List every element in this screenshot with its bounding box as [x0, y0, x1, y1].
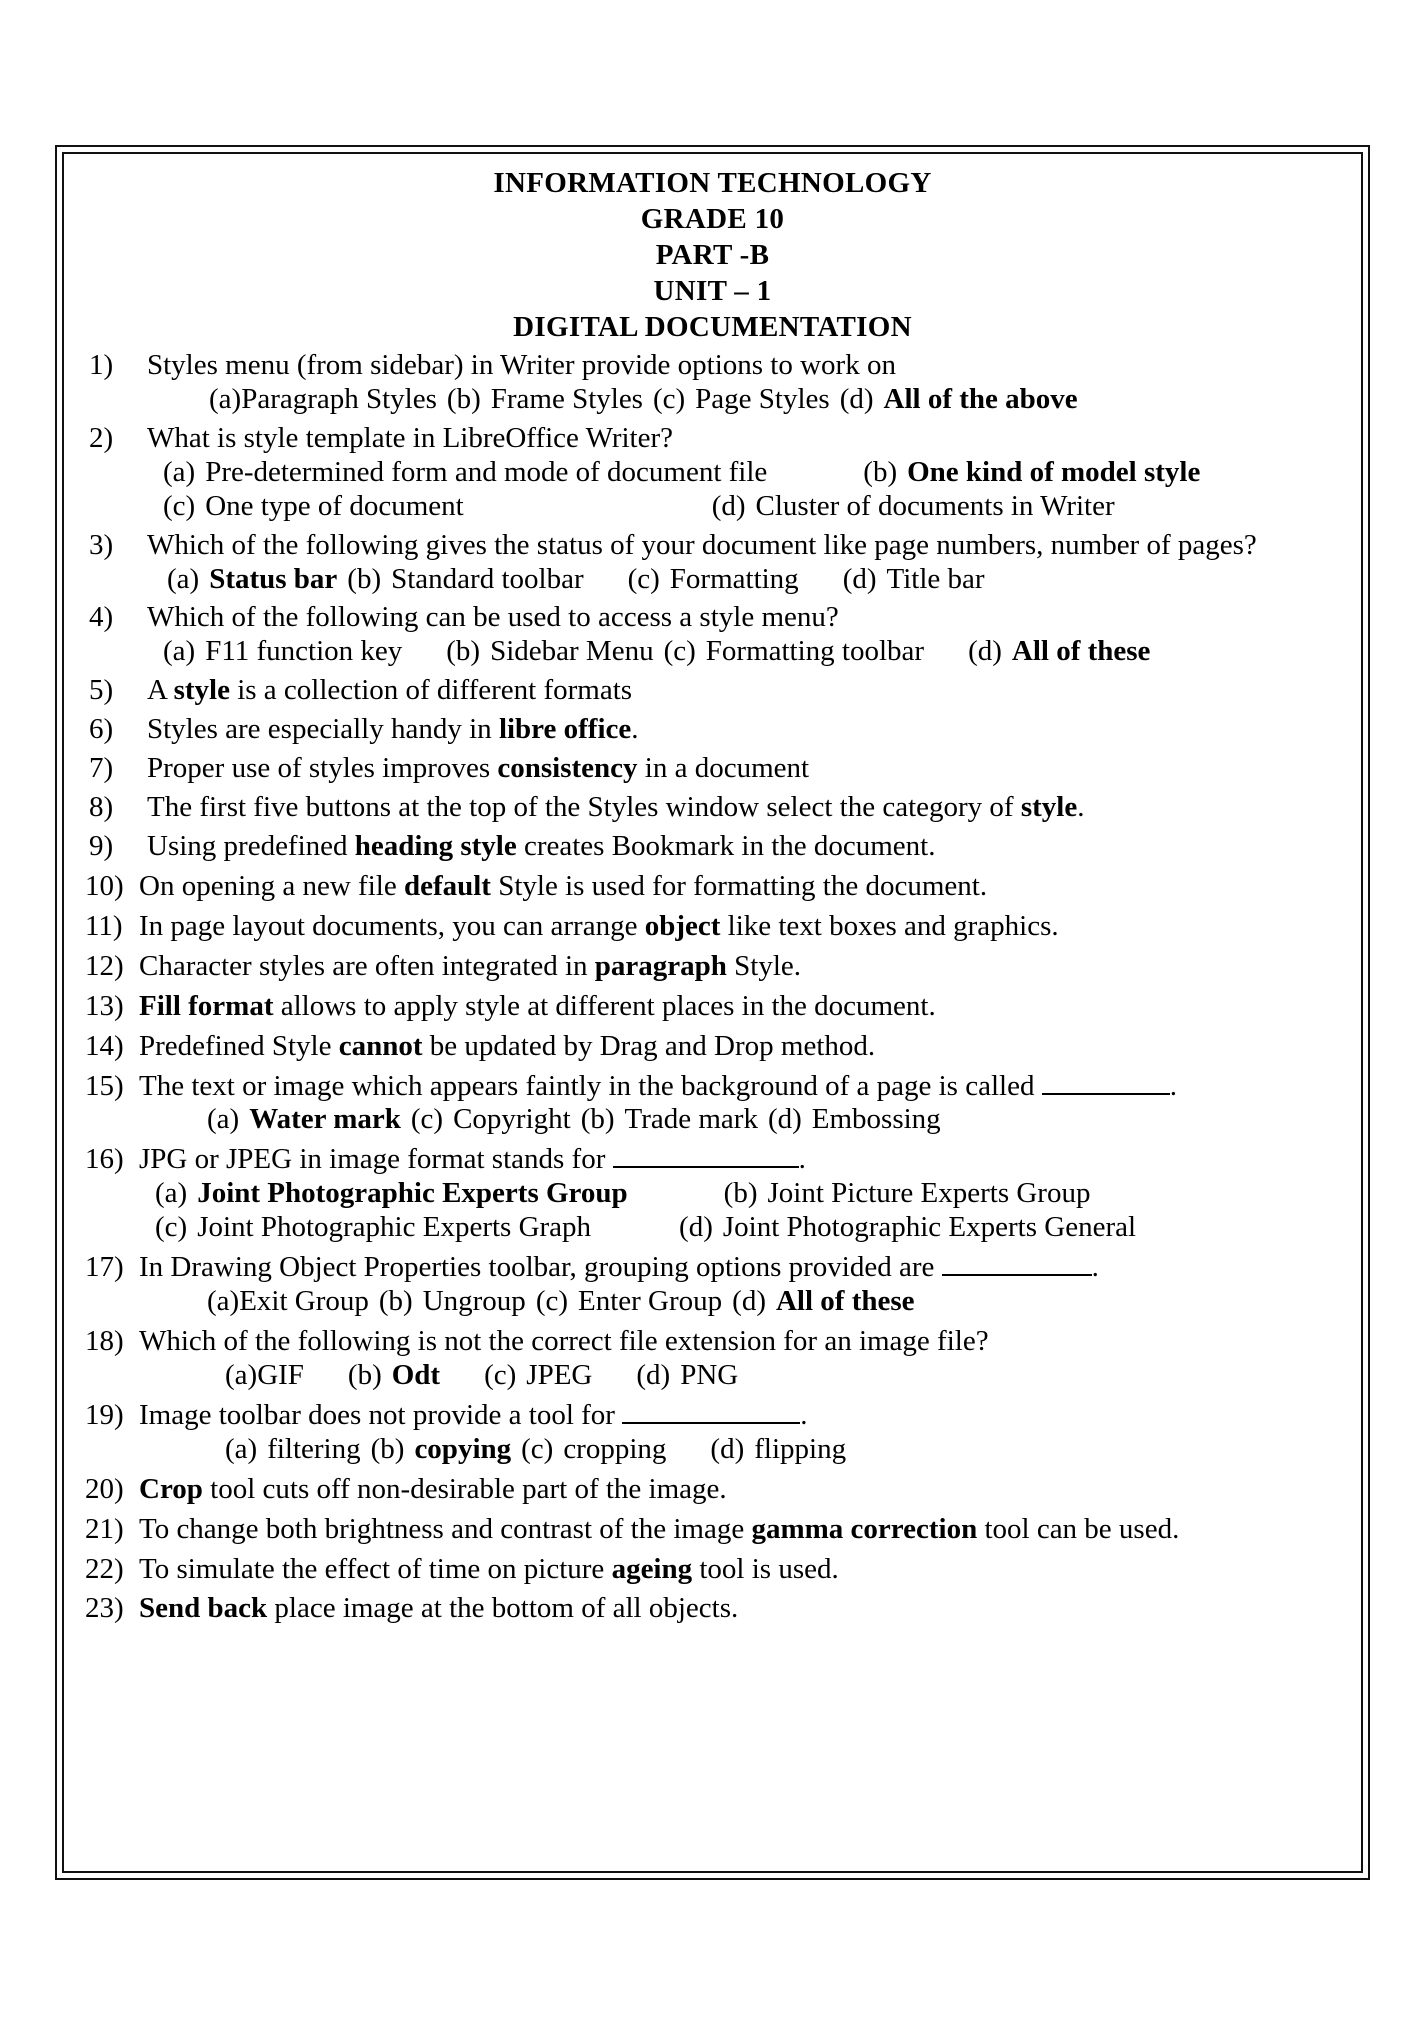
option-label-d: (d): [679, 1211, 713, 1244]
option-label-c: (c): [155, 1211, 188, 1244]
option-text-c: cropping: [563, 1432, 667, 1465]
question-item-18: [85, 1325, 1340, 1393]
question-item-19: [85, 1399, 1340, 1467]
question-text: [139, 950, 1340, 984]
option-text-c: Copyright: [453, 1103, 571, 1136]
question-text: What is style template in LibreOffice Writer?: [147, 421, 674, 454]
option-label-c: (c): [663, 635, 696, 668]
option-label-c: (c): [627, 562, 660, 595]
statement-keyword: style: [1020, 791, 1078, 824]
option-label-b: (b): [378, 1285, 413, 1318]
statement-pre: The first five buttons at the top of the Styles window select the category of: [147, 791, 1021, 824]
question-number: 19): [85, 1398, 124, 1431]
question-number: 17): [85, 1251, 124, 1284]
option-label-d: (d): [842, 562, 877, 595]
option-label-d: (d): [711, 489, 746, 522]
option-text-d: Embossing: [811, 1103, 941, 1136]
question-text: [139, 1592, 1340, 1626]
question-item-14: [85, 1030, 1340, 1064]
option-text-d: All of these: [775, 1285, 915, 1318]
question-item-3: [85, 529, 1340, 597]
option-label-d: (d): [710, 1432, 745, 1465]
statement-pre: Predefined Style: [139, 1029, 339, 1062]
question-text: [139, 1030, 1340, 1064]
option-text-b: Joint Picture Experts Group: [767, 1177, 1091, 1210]
question-number: 5): [89, 674, 114, 707]
option-label-a: (a): [207, 1103, 240, 1136]
option-label-a: (a): [167, 562, 200, 595]
question-text: [139, 990, 1340, 1024]
option-text-c: Joint Photographic Experts Graph: [197, 1211, 592, 1244]
option-text-b: Standard toolbar: [391, 562, 584, 595]
question-options: [147, 563, 1340, 597]
statement-post: .: [1091, 1251, 1099, 1284]
question-text: [139, 1473, 1340, 1507]
option-text-d: PNG: [680, 1358, 739, 1391]
option-text-c: JPEG: [526, 1358, 593, 1391]
question-options: [147, 635, 1340, 669]
question-text: [139, 1251, 1340, 1285]
statement-keyword: cannot: [338, 1029, 423, 1062]
option-text-d: flipping: [754, 1432, 847, 1465]
statement-keyword: Crop: [139, 1472, 203, 1505]
statement-post: place image at the bottom of all objects.: [267, 1592, 739, 1625]
question-text: Which of the following is not the correct file extension for an image file?: [139, 1324, 989, 1357]
option-text-a: Water mark: [249, 1103, 401, 1136]
header-line-subject: INFORMATION TECHNOLOGY: [493, 167, 932, 199]
header-line-grade: GRADE 10: [640, 203, 785, 235]
statement-pre: Styles are especially handy in: [147, 713, 499, 746]
question-item-9: [85, 830, 1340, 864]
header-line-unit: UNIT – 1: [653, 275, 772, 307]
option-text-b: One kind of model style: [907, 455, 1201, 488]
question-number: 3): [89, 528, 114, 561]
option-text-c: Formatting toolbar: [705, 635, 925, 668]
option-label-a: (a): [163, 455, 196, 488]
option-label-c: (c): [535, 1285, 568, 1318]
statement-post: tool cuts off non-desirable part of the image.: [202, 1472, 727, 1505]
option-label-a: (a): [207, 1285, 240, 1318]
option-label-c: (c): [163, 489, 196, 522]
statement-post: in a document: [637, 752, 810, 785]
question-item-23: [85, 1592, 1340, 1626]
statement-keyword: heading style: [354, 829, 517, 862]
question-number: 9): [89, 829, 114, 862]
question-number: 8): [89, 791, 114, 824]
question-options: [139, 1103, 1340, 1137]
statement-post: tool is used.: [692, 1552, 839, 1585]
question-item-6: [85, 713, 1340, 747]
question-item-16: [85, 1143, 1340, 1245]
option-label-d: (d): [839, 382, 874, 415]
question-number: 7): [89, 752, 114, 785]
question-number: 22): [85, 1552, 124, 1585]
question-number: 2): [89, 421, 114, 454]
option-text-d: All of these: [1011, 635, 1151, 668]
question-text: [139, 1553, 1340, 1587]
question-item-21: [85, 1513, 1340, 1547]
statement-post: .: [1077, 791, 1085, 824]
option-label-d: (d): [968, 635, 1002, 668]
question-item-13: [85, 990, 1340, 1024]
statement-pre: In Drawing Object Properties toolbar, grouping options provided are: [139, 1251, 942, 1284]
question-options-row1: [139, 1177, 1340, 1211]
document-header: [85, 169, 1340, 342]
question-item-20: [85, 1473, 1340, 1507]
option-text-c: Enter Group: [578, 1285, 723, 1318]
question-item-11: [85, 910, 1340, 944]
statement-keyword: libre office: [498, 713, 632, 746]
statement-keyword: ageing: [611, 1552, 693, 1585]
question-options: [147, 383, 1340, 417]
option-text-b: copying: [414, 1432, 512, 1465]
statement-post: .: [1169, 1069, 1177, 1102]
option-label-c: (c): [521, 1432, 554, 1465]
question-options: [139, 1285, 1340, 1319]
option-text-a: GIF: [257, 1358, 304, 1391]
option-text-a: filtering: [267, 1432, 361, 1465]
question-number: 6): [89, 713, 114, 746]
question-number: 16): [85, 1143, 124, 1176]
question-number: 21): [85, 1512, 124, 1545]
statement-pre: To simulate the effect of time on picture: [139, 1552, 612, 1585]
question-item-8: [85, 791, 1340, 825]
question-number: 14): [85, 1029, 124, 1062]
document-content: [57, 147, 1368, 1878]
question-text: [147, 752, 1340, 786]
statement-pre: In page layout documents, you can arrange: [139, 909, 645, 942]
option-text-c: Page Styles: [695, 382, 830, 415]
option-text-a: Exit Group: [239, 1285, 369, 1318]
question-options: [139, 1433, 1340, 1467]
question-options-row1: [147, 456, 1340, 490]
option-label-b: (b): [347, 562, 382, 595]
question-options-row2: [139, 1211, 1340, 1245]
question-number: 13): [85, 989, 124, 1022]
statement-pre: The text or image which appears faintly in the background of a page is called: [139, 1069, 1042, 1102]
statement-pre: Character styles are often integrated in: [139, 949, 595, 982]
option-text-d: All of the above: [883, 382, 1078, 415]
statement-keyword: gamma correction: [751, 1512, 978, 1545]
statement-keyword: Fill format: [139, 989, 274, 1022]
option-text-a: F11 function key: [205, 635, 403, 668]
statement-pre: To change both brightness and contrast of the image: [139, 1512, 752, 1545]
option-label-d: (d): [636, 1358, 671, 1391]
option-text-b: Frame Styles: [490, 382, 643, 415]
option-label-a: (a): [155, 1177, 188, 1210]
question-number: 20): [85, 1472, 124, 1505]
option-label-c: (c): [484, 1358, 517, 1391]
option-label-b: (b): [446, 635, 481, 668]
statement-post: be updated by Drag and Drop method.: [422, 1029, 876, 1062]
option-label-c: (c): [410, 1103, 444, 1136]
option-text-b: Ungroup: [422, 1285, 526, 1318]
statement-post: like text boxes and graphics.: [720, 909, 1059, 942]
fill-blank: [1042, 1093, 1170, 1095]
statement-post: tool can be used.: [977, 1512, 1180, 1545]
statement-pre: A: [147, 674, 174, 707]
statement-post: .: [800, 1398, 808, 1431]
statement-keyword: Send back: [139, 1592, 268, 1625]
question-number: 18): [85, 1324, 124, 1357]
statement-keyword: paragraph: [594, 949, 727, 982]
option-label-b: (b): [370, 1432, 405, 1465]
statement-post: is a collection of different formats: [229, 674, 633, 707]
statement-post: .: [798, 1143, 806, 1176]
option-text-a: Status bar: [209, 562, 338, 595]
option-label-b: (b): [347, 1358, 382, 1391]
header-line-part: PART -B: [655, 239, 770, 271]
statement-keyword: consistency: [497, 752, 638, 785]
question-number: 15): [85, 1069, 124, 1102]
option-label-a: (a): [225, 1432, 258, 1465]
question-options: [139, 1359, 1340, 1393]
question-item-1: [85, 349, 1340, 417]
question-text: [139, 1399, 1340, 1433]
statement-pre: Image toolbar does not provide a tool for: [139, 1398, 623, 1431]
statement-post: Style is used for formatting the document.: [490, 869, 988, 902]
question-item-4: [85, 601, 1340, 669]
question-item-15: [85, 1070, 1340, 1138]
question-item-7: [85, 752, 1340, 786]
statement-pre: JPG or JPEG in image format stands for: [139, 1143, 613, 1176]
question-text: Which of the following gives the status of your document like page numbers, number of pages?: [147, 528, 1257, 561]
option-label-b: (b): [863, 455, 898, 488]
option-label-b: (b): [446, 382, 481, 415]
question-options-row2: [147, 490, 1340, 524]
question-number: 10): [85, 869, 124, 902]
statement-post: Style.: [726, 949, 802, 982]
question-item-22: [85, 1553, 1340, 1587]
fill-blank: [622, 1422, 800, 1424]
option-label-b: (b): [723, 1177, 758, 1210]
question-item-2: [85, 422, 1340, 524]
option-label-c: (c): [652, 382, 686, 415]
option-label-a: (a): [209, 382, 242, 415]
page-border-frame: [55, 145, 1370, 1880]
question-text: [147, 830, 1340, 864]
option-label-d: (d): [732, 1285, 766, 1318]
option-label-b: (b): [580, 1103, 615, 1136]
option-text-d: Joint Photographic Experts General: [722, 1211, 1137, 1244]
statement-pre: Proper use of styles improves: [147, 752, 498, 785]
option-label-d: (d): [767, 1103, 802, 1136]
question-number: 4): [89, 601, 114, 634]
option-text-a: Pre-determined form and mode of document file: [205, 455, 768, 488]
option-text-b: Odt: [391, 1358, 441, 1391]
statement-post: creates Bookmark in the document.: [516, 829, 936, 862]
option-text-a: Joint Photographic Experts Group: [197, 1177, 628, 1210]
header-line-topic: DIGITAL DOCUMENTATION: [513, 311, 912, 343]
question-number: 1): [89, 349, 114, 381]
statement-post: allows to apply style at different places in the document.: [273, 989, 936, 1022]
question-item-12: [85, 950, 1340, 984]
question-number: 12): [85, 949, 124, 982]
question-text: [139, 1513, 1340, 1547]
statement-keyword: object: [644, 909, 721, 942]
question-text: [139, 1143, 1340, 1177]
fill-blank: [613, 1166, 799, 1168]
option-text-c: Formatting: [669, 562, 799, 595]
question-text: [139, 910, 1340, 944]
option-text-a: Paragraph Styles: [241, 382, 437, 415]
question-text: [147, 791, 1340, 825]
option-text-b: Trade mark: [624, 1103, 758, 1136]
option-label-a: (a): [163, 635, 196, 668]
option-label-a: (a): [225, 1358, 258, 1391]
question-text: Which of the following can be used to access a style menu?: [147, 601, 839, 634]
question-number: 23): [85, 1592, 124, 1625]
question-number: 11): [85, 909, 123, 942]
fill-blank: [942, 1274, 1092, 1276]
statement-pre: Using predefined: [147, 829, 355, 862]
question-text: Styles menu (from sidebar) in Writer provide options to work on: [147, 349, 896, 381]
question-text: [147, 674, 1340, 708]
question-item-5: [85, 674, 1340, 708]
question-text: [139, 870, 1340, 904]
statement-keyword: style: [173, 674, 230, 707]
statement-post: .: [631, 713, 639, 746]
statement-keyword: default: [403, 869, 491, 902]
option-text-c: One type of document: [205, 489, 464, 522]
option-text-b: Sidebar Menu: [490, 635, 654, 668]
question-text: [147, 713, 1340, 747]
statement-pre: On opening a new file: [139, 869, 404, 902]
question-item-17: [85, 1251, 1340, 1319]
option-text-d: Title bar: [886, 562, 985, 595]
question-text: [139, 1070, 1340, 1104]
question-list: [85, 349, 1340, 1626]
option-text-d: Cluster of documents in Writer: [755, 489, 1115, 522]
question-item-10: [85, 870, 1340, 904]
